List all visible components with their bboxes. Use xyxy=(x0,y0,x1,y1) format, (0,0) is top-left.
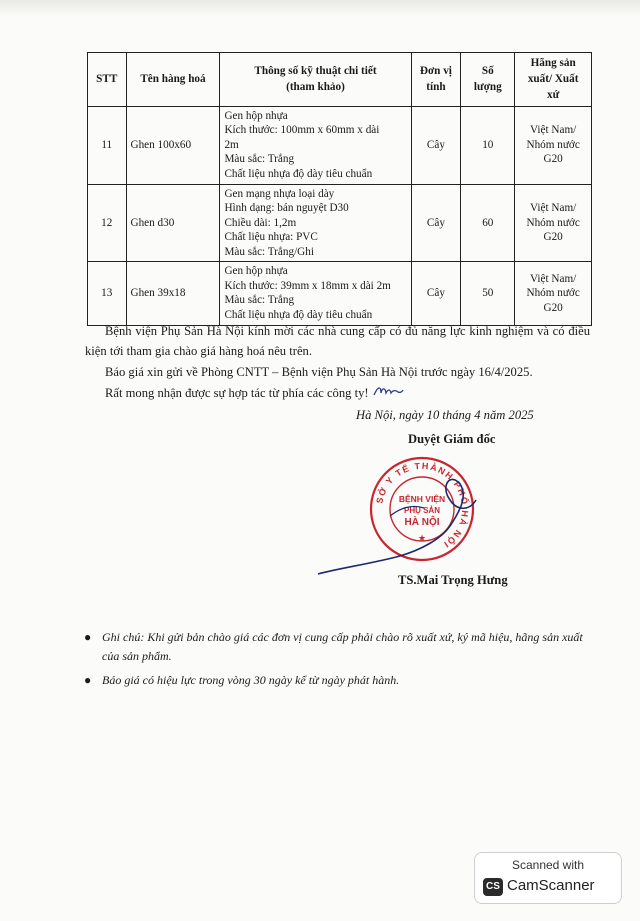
cell-origin: Việt Nam/ Nhóm nước G20 xyxy=(515,106,592,184)
watermark-line1: Scanned with xyxy=(511,858,585,872)
note-item: ● Báo giá có hiệu lực trong vòng 30 ngày kể từ ngày phát hành. xyxy=(82,671,602,690)
cell-stt: 11 xyxy=(88,106,127,184)
header-name: Tên hàng hoá xyxy=(126,53,220,107)
cell-origin: Việt Nam/ Nhóm nước G20 xyxy=(515,262,592,325)
cell-qty: 10 xyxy=(461,106,515,184)
invitation-paragraph: Bệnh viện Phụ Sản Hà Nội kính mời các nhà cung cấp có đủ năng lực kinh nghiệm và có điều kiện tới tham gia chào giá hàng hoá nêu trên. xyxy=(85,324,590,358)
table-header-row xyxy=(88,53,592,107)
cell-spec: Gen mạng nhựa loại dày Hình dạng: bán nguyệt D30 Chiều dài: 1,2m Chất liệu nhựa: PVC Màu sắc: Trắng/Ghi xyxy=(220,184,411,262)
director-signature-icon xyxy=(300,456,480,586)
table-row xyxy=(88,184,592,262)
cell-spec: Gen hộp nhựa Kích thước: 100mm x 60mm x dài 2m Màu sắc: Trắng Chất liệu nhựa độ dày tiêu chuẩn xyxy=(220,106,411,184)
cell-name: Ghen 100x60 xyxy=(126,106,220,184)
cell-stt: 13 xyxy=(88,262,127,325)
scan-edge xyxy=(0,0,640,18)
goods-spec-table xyxy=(87,52,592,326)
header-qty: Số lượng xyxy=(461,53,515,107)
stamp-ring-text: SỞ Y TẾ THÀNH PHỐ HÀ NỘI xyxy=(374,460,471,551)
camscanner-logo-icon: CS xyxy=(483,878,503,896)
stamp-line3: HÀ NỘI xyxy=(404,517,440,528)
cell-spec: Gen hộp nhựa Kích thước: 39mm x 18mm x dài 2m Màu sắc: Trắng Chất liệu nhựa độ dày tiêu chuẩn xyxy=(220,262,411,325)
cell-stt: 12 xyxy=(88,184,127,262)
cell-name: Ghen d30 xyxy=(126,184,220,262)
header-stt: STT xyxy=(88,53,127,107)
notes-section xyxy=(82,628,602,696)
approval-title: Duyệt Giám đốc xyxy=(408,432,496,446)
cell-origin: Việt Nam/ Nhóm nước G20 xyxy=(515,184,592,262)
svg-text:★: ★ xyxy=(417,534,427,544)
cell-unit: Cây xyxy=(411,184,461,262)
table-row xyxy=(88,262,592,325)
watermark-line2: CamScanner xyxy=(507,877,595,894)
header-unit: Đơn vị tính xyxy=(411,53,461,107)
invitation-text xyxy=(85,322,590,403)
stamp-line1: BỆNH VIỆN xyxy=(398,494,446,504)
cell-qty: 60 xyxy=(461,184,515,262)
header-spec: Thông số kỹ thuật chi tiết (tham khảo) xyxy=(220,53,411,107)
place-date: Hà Nội, ngày 10 tháng 4 năm 2025 xyxy=(356,408,534,422)
cell-qty: 50 xyxy=(461,262,515,325)
stamp-line2: PHỤ SẢN xyxy=(403,506,441,515)
closing-paragraph: Rất mong nhận được sự hợp tác từ phía các công ty! xyxy=(85,384,590,404)
table-row xyxy=(88,106,592,184)
header-origin: Hãng sản xuất/ Xuất xứ xyxy=(515,53,592,107)
note-item: ● Ghi chú: Khi gửi bản chào giá các đơn vị cung cấp phải chào rõ xuất xứ, ký mã hiệu, hãng sản xuất của sản phẩm. xyxy=(84,630,583,663)
camscanner-watermark xyxy=(474,852,622,904)
deadline-paragraph: Báo giá xin gửi về Phòng CNTT – Bệnh viện Phụ Sản Hà Nội trước ngày 16/4/2025. xyxy=(105,365,533,380)
cell-unit: Cây xyxy=(411,106,461,184)
signer-name: TS.Mai Trọng Hưng xyxy=(398,573,508,587)
cell-unit: Cây xyxy=(411,262,461,325)
cell-name: Ghen 39x18 xyxy=(126,262,220,325)
bullet-icon: ● xyxy=(84,673,92,688)
bullet-icon: ● xyxy=(84,630,92,644)
initial-signature-icon xyxy=(372,384,404,400)
